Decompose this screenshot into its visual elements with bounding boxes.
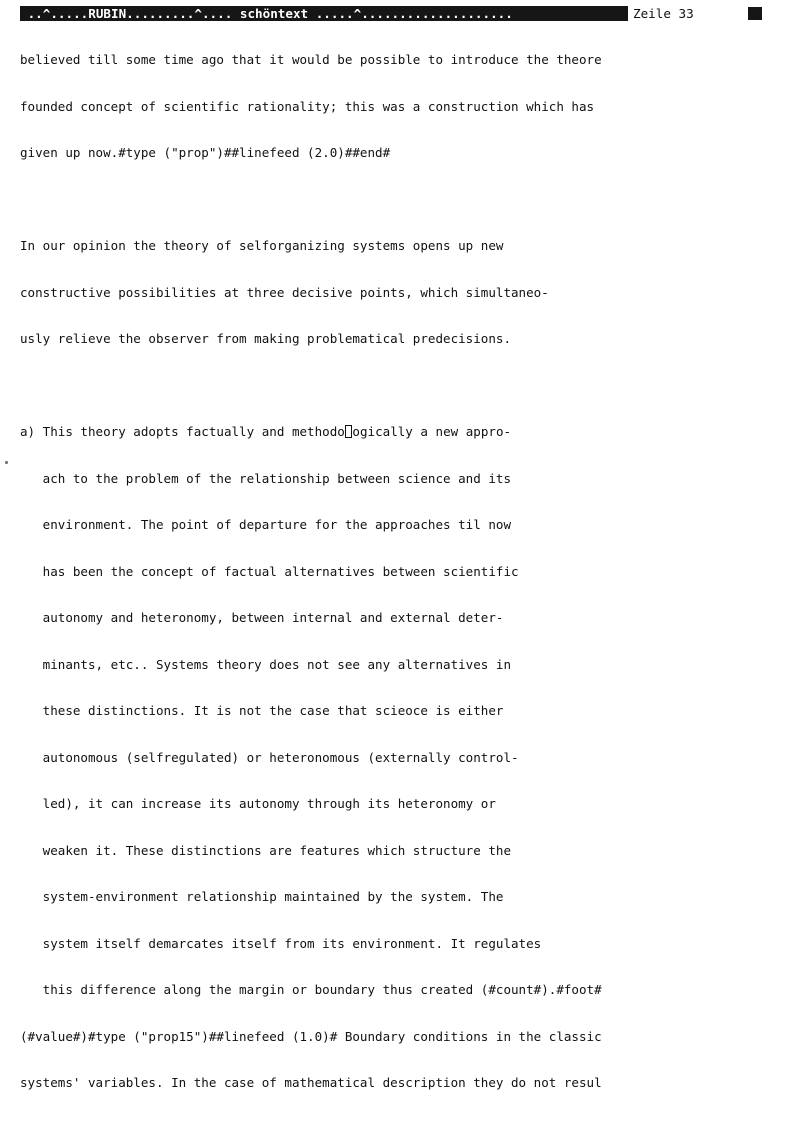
- text-line: environment. The point of departure for the approaches til now: [20, 517, 512, 532]
- text-line: led), it can increase its autonomy through its heteronomy or: [20, 796, 496, 811]
- text-line: autonomous (selfregulated) or heteronomous (externally control-: [20, 749, 519, 765]
- text-line: given up now.#type ("prop")##linefeed (2.0)##end#: [20, 145, 391, 160]
- text-area[interactable]: [20, 21, 769, 1122]
- text-line: [20, 378, 769, 394]
- text-line: system itself demarcates itself from its environment. It regulates: [20, 935, 542, 951]
- text-line: this difference along the margin or boundary thus created (#count#).#foot#: [20, 982, 602, 997]
- editor-screen: [20, 6, 769, 1090]
- status-bar: [20, 6, 769, 21]
- text-line: ach to the problem of the relationship between science and its: [20, 470, 512, 486]
- text-line: weaken it. These distinctions are features which structure the: [20, 842, 512, 858]
- text-line: In our opinion the theory of selforganizing systems opens up new: [20, 238, 504, 253]
- scan-speck: [5, 461, 8, 464]
- status-ruler: ..^.....RUBIN.........^.... schöntext .....^....................: [20, 6, 628, 21]
- text-line: system-environment relationship maintained by the system. The: [20, 889, 504, 904]
- text-line: believed till some time ago that it would be possible to introduce the theore: [20, 52, 602, 67]
- text-line: usly relieve the observer from making problematical predecisions.: [20, 331, 512, 346]
- text-line: these distinctions. It is not the case that scieoce is either: [20, 703, 504, 718]
- cursor-line-rest: ogically a new appro-: [352, 424, 512, 439]
- cursor-line-start: a) This theory adopts factually and methodo: [20, 424, 345, 439]
- text-line-with-cursor: [20, 424, 769, 440]
- text-line: (#value#)#type ("prop15")##linefeed (1.0)# Boundary conditions in the classic: [20, 1028, 602, 1044]
- status-cursor-block: [748, 7, 762, 20]
- text-line: [20, 192, 769, 208]
- text-line: has been the concept of factual alternatives between scientific: [20, 563, 519, 579]
- text-line: systems' variables. In the case of mathematical description they do not resul: [20, 1075, 602, 1090]
- text-line: autonomy and heteronomy, between internal and external deter-: [20, 610, 504, 625]
- text-line: minants, etc.. Systems theory does not see any alternatives in: [20, 656, 512, 672]
- text-line: constructive possibilities at three decisive points, which simultaneo-: [20, 284, 549, 300]
- text-line: founded concept of scientific rationality; this was a construction which has: [20, 98, 595, 114]
- line-indicator: Zeile 33: [633, 6, 738, 21]
